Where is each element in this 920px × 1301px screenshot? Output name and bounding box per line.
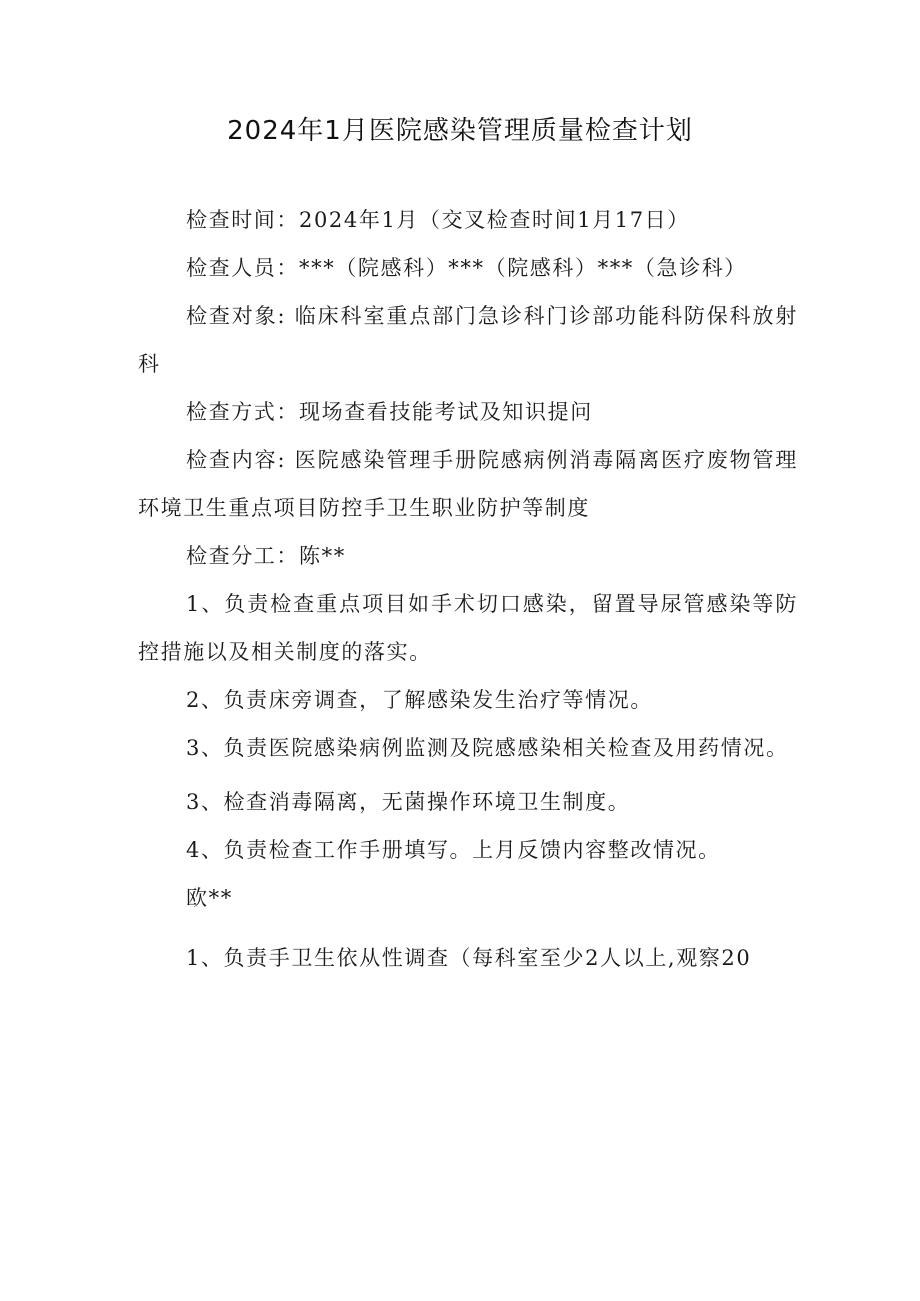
paragraph-task-item: 1、负责手卫生依从性调查（每科室至少2人以上,观察20 [186,946,752,970]
paragraph-staff-name: 欧** [186,886,233,910]
document-body [138,196,798,982]
paragraph-inspectors: 检查人员：***（院感科）***（院感科）***（急诊科） [186,256,747,280]
paragraph-division-of-work: 检查分工：陈** [186,544,346,568]
paragraph-task-item: 2、负责床旁调查，了解感染发生治疗等情况。 [186,688,653,712]
paragraph-inspection-content: 检查内容: 医院感染管理手册院感病例消毒隔离医疗废物管理环境卫生重点项目防控手卫生职业防护等制度 [138,448,798,520]
paragraph-task-item: 1、负责检查重点项目如手术切口感染，留置导尿管感染等防控措施以及相关制度的落实。 [138,592,798,664]
paragraph-inspection-method: 检查方式：现场查看技能考试及知识提问 [186,400,593,424]
paragraph-task-item: 3、检查消毒隔离，无菌操作环境卫生制度。 [186,790,631,814]
paragraph-task-item: 4、负责检查工作手册填写。上月反馈内容整改情况。 [186,838,721,862]
paragraph-inspection-targets: 检查对象: 临床科室重点部门急诊科门诊部功能科防保科放射科 [138,304,798,376]
paragraph-inspection-time: 检查时间：2024年1月（交叉检查时间1月17日） [186,208,690,232]
paragraph-task-item: 3、负责医院感染病例监测及院感感染相关检查及用药情况。 [186,736,789,760]
document-title: 2024年1月医院感染管理质量检查计划 [227,116,693,146]
